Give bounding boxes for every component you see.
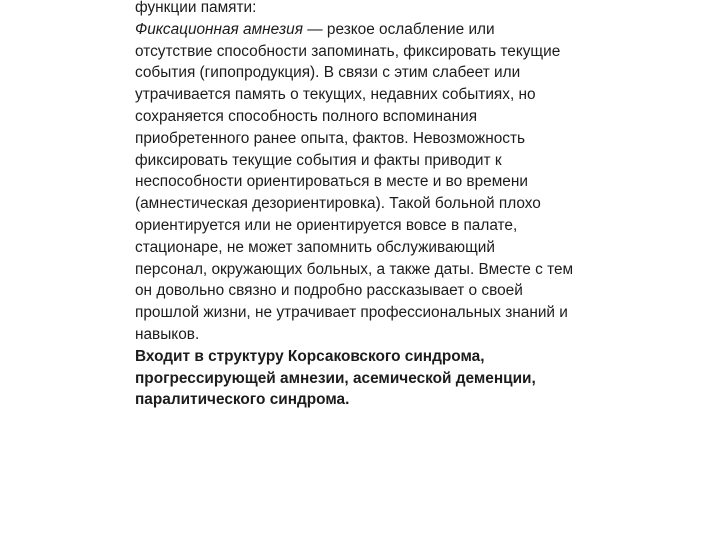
definition-line: сохраняется способность полного вспоминания: [135, 107, 478, 125]
document-page: [135, 0, 615, 411]
amnesia-definition-paragraph: [135, 19, 615, 346]
definition-line: прошлой жизни, не утрачивает профессиональных знаний и: [135, 304, 568, 322]
definition-text: — резкое ослабление или: [302, 20, 495, 38]
definition-line: неспособности ориентироваться в месте и во времени: [135, 173, 528, 191]
definition-line: персонал, окружающих больных, а также даты. Вместе с тем: [135, 260, 574, 278]
definition-line: ориентируется или не ориентируется вовсе в палате,: [135, 216, 518, 234]
definition-line: приобретенного ранее опыта, фактов. Невозможность: [135, 129, 526, 147]
conclusion-line: прогрессирующей амнезии, асемической деменции,: [135, 369, 536, 387]
definition-line: фиксировать текущие события и факты приводит к: [135, 151, 502, 169]
term-fixation-amnesia: Фиксационная амнезия: [135, 20, 303, 38]
definition-line: отсутствие способности запоминать, фиксировать текущие: [135, 42, 561, 60]
definition-line: стационаре, не может запомнить обслуживающий: [135, 238, 495, 256]
conclusion-line: паралитического синдрома.: [135, 391, 350, 409]
definition-line-1: [135, 19, 615, 41]
definition-line: навыков.: [135, 325, 200, 343]
conclusion-line: Входит в структуру Корсаковского синдрома,: [135, 347, 485, 365]
syndrome-structure-paragraph: [135, 346, 615, 411]
definition-line: утрачивается память о текущих, недавних событиях, но: [135, 86, 536, 104]
intro-fragment: функции памяти:: [135, 0, 257, 16]
definition-line: (амнестическая дезориентировка). Такой больной плохо: [135, 195, 541, 213]
definition-line: события (гипопродукция). В связи с этим слабеет или: [135, 64, 521, 82]
intro-line: [135, 0, 615, 19]
definition-line: он довольно связно и подробно рассказывает о своей: [135, 282, 523, 300]
